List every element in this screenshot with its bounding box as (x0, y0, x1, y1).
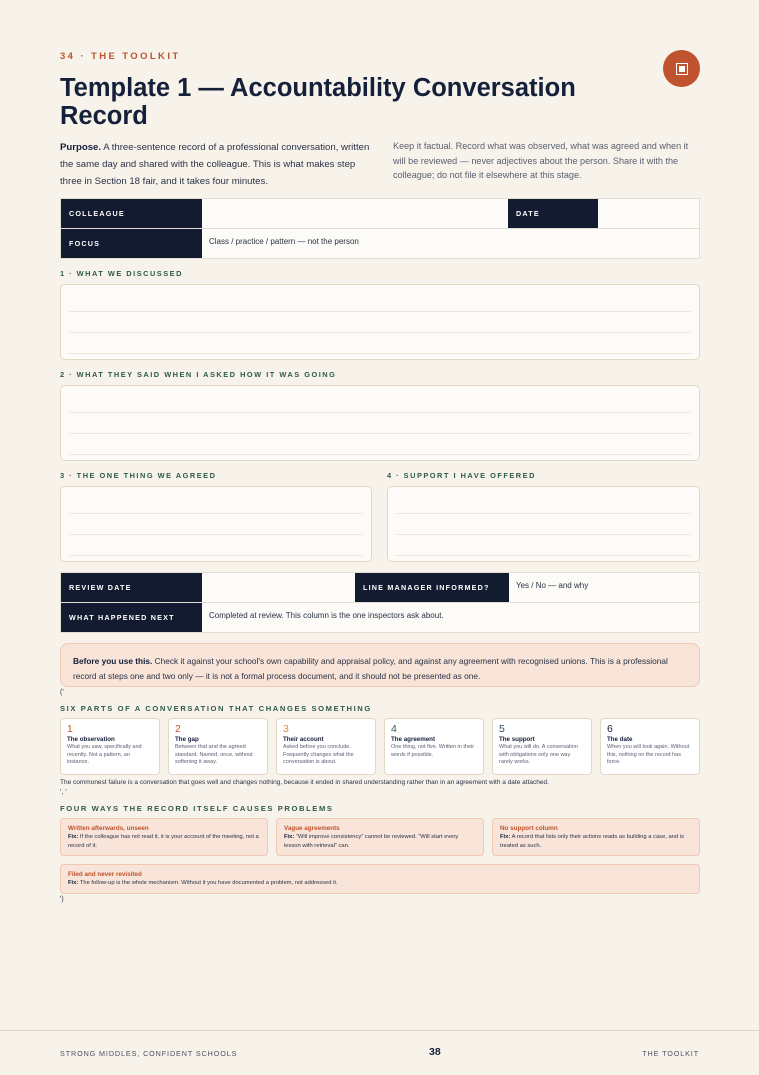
focus-label: FOCUS (61, 229, 202, 259)
problem-title: Vague agreements (284, 825, 340, 832)
part-title: The date (607, 736, 633, 743)
part-description: What you saw, specifically and recently. Not a pattern, an instance. (67, 744, 142, 766)
part-description: Between that and the agreed standard. Named, once, without softening it away. (175, 744, 253, 766)
part-title: The agreement (391, 736, 436, 743)
problem-fix: Fix: If the colleague has not read it, it is your account of the meeting, not a record of it. (68, 834, 259, 849)
footer-section: THE TOOLKIT (642, 1049, 699, 1058)
section-3-writing-box[interactable] (60, 486, 372, 562)
part-title: Their account (283, 736, 324, 743)
guidance-paragraph: Keep it factual. Record what was observed, what was agreed and when it will be reviewed — never adjectives about the person. Share it with the colleague; do not file it elsewhere at this stage. (393, 141, 689, 180)
review-row (61, 573, 699, 603)
part-number: 4 (391, 723, 397, 735)
colleague-field[interactable] (202, 199, 508, 228)
conversation-part-card (168, 718, 268, 775)
review-date-field[interactable] (202, 573, 355, 602)
review-date-label: REVIEW DATE (61, 573, 202, 602)
part-number: 6 (607, 723, 613, 735)
problem-fix: Fix: “Will improve consistency” cannot be reviewed. “Will start every lesson with retrieval” can. (284, 834, 459, 849)
record-header-table (60, 198, 700, 259)
problems-heading: FOUR WAYS THE RECORD ITSELF CAUSES PROBLEMS (60, 804, 334, 813)
problem-card (492, 818, 700, 856)
section-1-label: 1 · WHAT WE DISCUSSED (60, 269, 183, 278)
part-description: Asked before you conclude. Frequently changes what the conversation is about. (283, 744, 354, 766)
conversation-part-card (492, 718, 592, 775)
problem-title: No support column (500, 825, 558, 832)
problem-fix: Fix: A record that lists only their actions reads as building a case, and is treated as such. (500, 834, 684, 849)
part-description: One thing, not five. Written in their words if possible. (391, 744, 475, 758)
section-1-writing-box[interactable] (60, 284, 700, 360)
square-in-square-icon (663, 50, 700, 87)
six-parts-heading: SIX PARTS OF A CONVERSATION THAT CHANGES SOMETHING (60, 704, 372, 713)
part-title: The support (499, 736, 535, 743)
footer-divider (0, 1030, 760, 1031)
section-2-label: 2 · WHAT THEY SAID WHEN I ASKED HOW IT WAS GOING (60, 370, 337, 379)
focus-field[interactable]: Class / practice / pattern — not the person (209, 236, 359, 246)
stray-mark-middle: ', ' (60, 789, 67, 796)
section-2-writing-box[interactable] (60, 385, 700, 461)
part-title: The gap (175, 736, 199, 743)
what-happened-next-field[interactable]: Completed at review. This column is the one inspectors ask about. (209, 610, 444, 620)
problem-card (276, 818, 484, 856)
problem-fix: Fix: The follow-up is the whole mechanism. Without it you have documented a problem, not addressed it. (68, 880, 338, 886)
problem-card (60, 864, 700, 894)
stray-mark-close: ') (60, 896, 64, 903)
colleague-row (61, 199, 699, 229)
date-field[interactable] (598, 199, 699, 228)
purpose-text: A three-sentence record of a professional conversation, written the same day and shared with the colleague. This is what makes step three in Section 18 fair, and it takes four minutes. (60, 142, 370, 187)
page-number: 38 (429, 1046, 441, 1058)
section-kicker: 34 · THE TOOLKIT (60, 51, 181, 62)
part-number: 2 (175, 723, 181, 735)
part-title: The observation (67, 736, 115, 743)
conversation-part-card (60, 718, 160, 775)
part-description: When you will look again. Without this, nothing on the record has force. (607, 744, 690, 766)
section-3-label: 3 · THE ONE THING WE AGREED (60, 471, 217, 480)
conversation-part-card (276, 718, 376, 775)
purpose-paragraph (60, 139, 370, 190)
part-number: 3 (283, 723, 289, 735)
note-text: Check it against your school's own capability and appraisal policy, and against any agreement with recognised unions. This is a professional record at steps one and two only — it is not a formal process document, and it should not be presented as one. (73, 656, 668, 681)
colleague-label: COLLEAGUE (61, 199, 202, 228)
section-4-writing-box[interactable] (387, 486, 700, 562)
problem-title: Filed and never revisited (68, 871, 142, 878)
problem-title: Written afterwards, unseen (68, 825, 149, 832)
note-bold: Before you use this. (73, 656, 153, 666)
part-number: 1 (67, 723, 73, 735)
conversation-part-card (600, 718, 700, 775)
part-number: 5 (499, 723, 505, 735)
footer-book-title: STRONG MIDDLES, CONFIDENT SCHOOLS (60, 1049, 238, 1058)
focus-row (61, 229, 699, 259)
conversation-part-card (384, 718, 484, 775)
part-description: What you will do. A conversation with obligations only one way rarely works. (499, 744, 578, 766)
problem-card (60, 818, 268, 856)
review-table (60, 572, 700, 633)
line-manager-field[interactable]: Yes / No — and why (516, 581, 589, 590)
stray-mark-open: (' (60, 689, 64, 696)
what-happened-next-label: WHAT HAPPENED NEXT (61, 603, 202, 633)
six-parts-caption: The commonest failure is a conversation that goes well and changes nothing, because it ended in shared understanding rather than in an agreement with a date attached. (60, 779, 549, 786)
six-parts-row (60, 718, 700, 775)
line-manager-label: LINE MANAGER INFORMED? (355, 573, 509, 602)
before-you-use-note (60, 643, 700, 687)
section-4-label: 4 · SUPPORT I HAVE OFFERED (387, 471, 536, 480)
purpose-label: Purpose. (60, 142, 102, 153)
next-row (61, 603, 699, 633)
date-label: DATE (508, 199, 598, 228)
page-title: Template 1 — Accountability Conversation Record (60, 74, 576, 130)
